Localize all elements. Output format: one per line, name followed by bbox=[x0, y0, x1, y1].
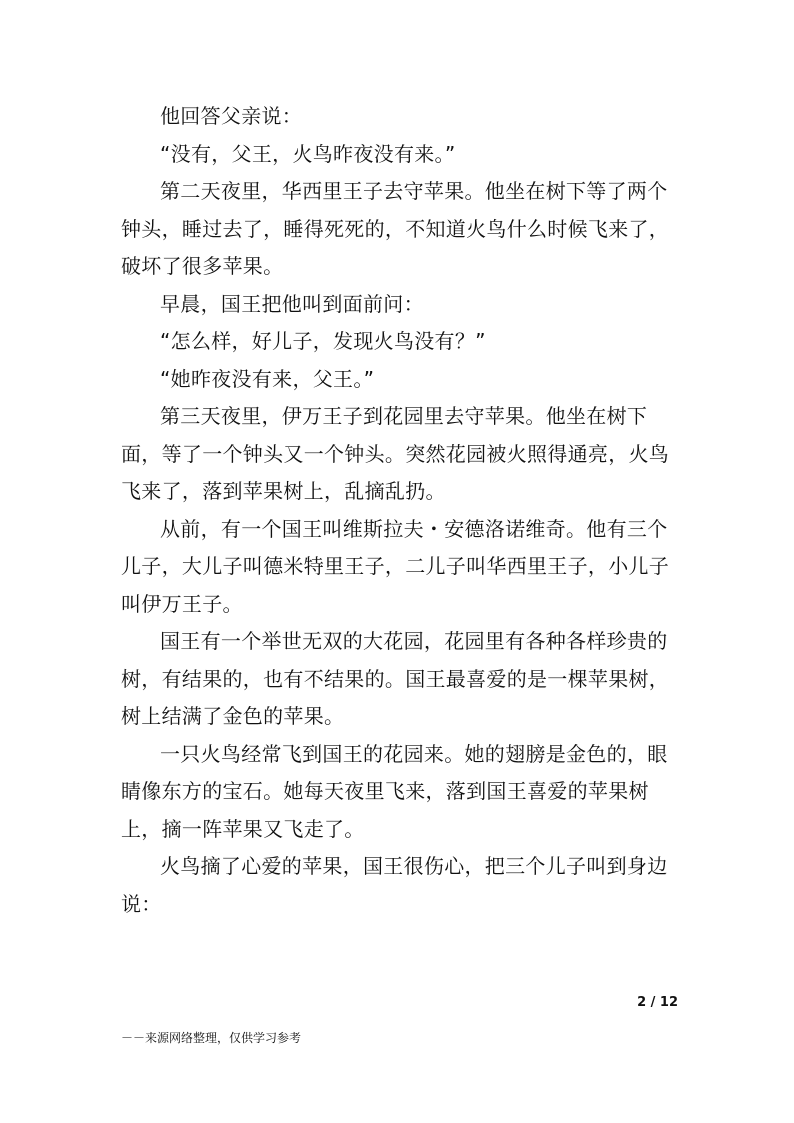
paragraph-4: 早晨，国王把他叫到面前问： bbox=[160, 291, 424, 316]
footer-note: －－来源网络整理，仅供学习参考 bbox=[121, 1031, 302, 1045]
paragraph-10: 一只火鸟经常飞到国王的花园来。她的翅膀是金色的，眼睛像东方的宝石。她每天夜里飞来，落到国王喜爱的苹果树上，摘一阵苹果又飞走了。 bbox=[121, 741, 668, 841]
paragraph-7: 第三天夜里，伊万王子到花园里去守苹果。他坐在树下面，等了一个钟头又一个钟头。突然花园被火照得通亮，火鸟飞来了，落到苹果树上，乱摘乱扔。 bbox=[121, 404, 670, 503]
document-body bbox=[121, 98, 681, 923]
paragraph-2: “没有，父王，火鸟昨夜没有来。” bbox=[160, 141, 456, 166]
paragraph-8: 从前，有一个国王叫维斯拉夫・安德洛诺维奇。他有三个儿子，大儿子叫德米特里王子，二儿子叫华西里王子，小儿子叫伊万王子。 bbox=[121, 516, 670, 616]
paragraph-5: “怎么样，好儿子，发现火鸟没有？” bbox=[160, 329, 486, 353]
paragraph-6: “她昨夜没有来，父王。” bbox=[160, 366, 375, 391]
paragraph-1: 他回答父亲说： bbox=[160, 104, 303, 128]
page-number: 2 / 12 bbox=[637, 995, 678, 1010]
paragraph-9: 国王有一个举世无双的大花园，花园里有各种各样珍贵的树，有结果的，也有不结果的。国王最喜爱的是一棵苹果树，树上结满了金色的苹果。 bbox=[121, 629, 670, 728]
paragraph-3: 第二天夜里，华西里王子去守苹果。他坐在树下等了两个钟头，睡过去了，睡得死死的，不知道火鸟什么时候飞来了，破坏了很多苹果。 bbox=[121, 179, 670, 278]
paragraph-11: 火鸟摘了心爱的苹果，国王很伤心，把三个儿子叫到身边说： bbox=[121, 854, 668, 916]
